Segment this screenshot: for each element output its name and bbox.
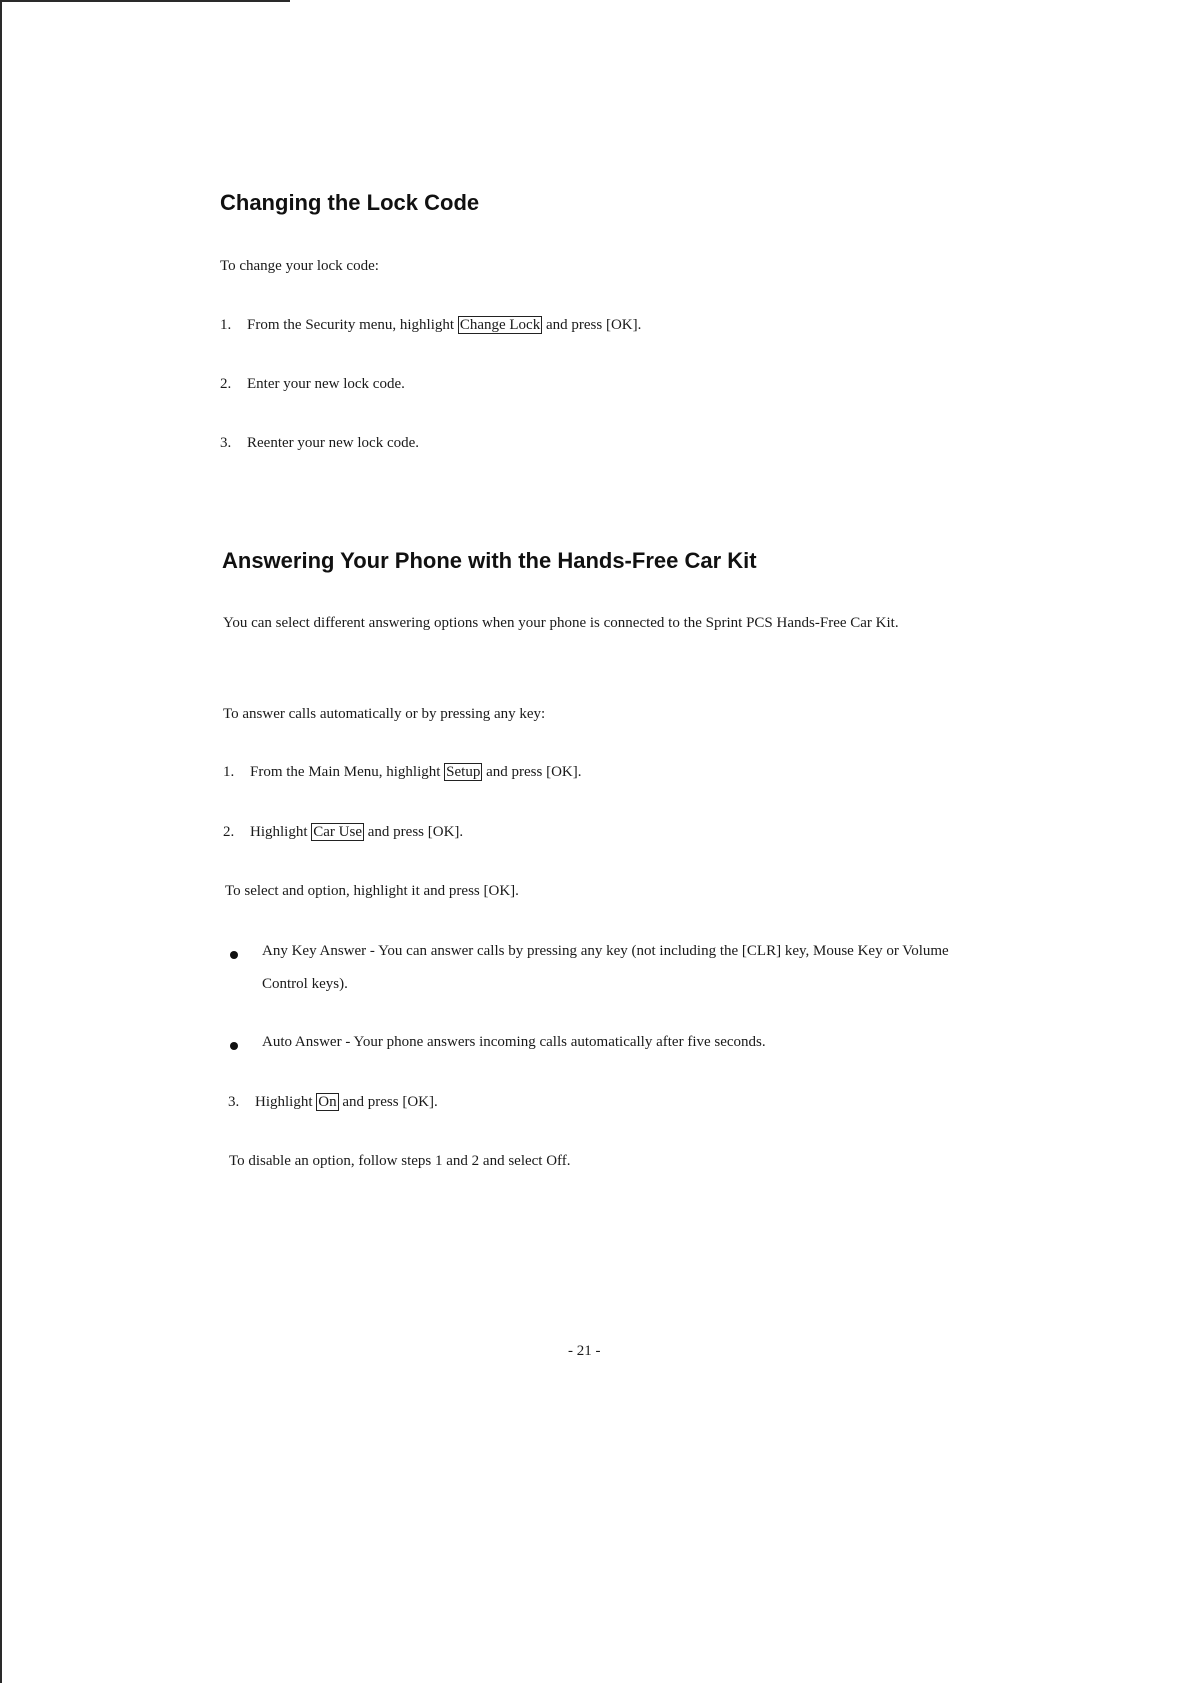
menu-key-car-use: Car Use xyxy=(313,824,363,840)
menu-key-change-lock: Change Lock xyxy=(459,317,541,333)
step-text: Reenter your new lock code. xyxy=(247,435,420,451)
step-text: Enter your new lock code. xyxy=(247,376,405,392)
step-text: From the Main Menu, highlight xyxy=(250,764,441,780)
lock-step-3 xyxy=(220,427,419,460)
car-step-3 xyxy=(228,1086,438,1119)
car-step-1 xyxy=(223,756,581,789)
bullet-any-key-answer: Any Key Answer - You can answer calls by pressing any key (not including the [CLR] key, Mouse Key or Volume Control keys). xyxy=(262,943,949,992)
step-text: Highlight xyxy=(255,1094,313,1110)
select-option-text: To select and option, highlight it and press [OK]. xyxy=(225,883,519,899)
page-number: - 21 - xyxy=(568,1343,601,1359)
disable-option-text: To disable an option, follow steps 1 and 2 and select Off. xyxy=(229,1153,571,1169)
bullet-auto-answer: Auto Answer - Your phone answers incoming calls automatically after five seconds. xyxy=(262,1034,766,1050)
step-text: and press [OK]. xyxy=(367,824,464,840)
lock-step-2 xyxy=(220,368,405,401)
step-text: Highlight xyxy=(250,824,308,840)
bullet-dot xyxy=(230,1042,238,1050)
scan-edge-left xyxy=(0,0,2,1683)
step-number: 1. xyxy=(220,317,232,333)
step-text: From the Security menu, highlight xyxy=(247,317,455,333)
car-kit-sub-intro: To answer calls automatically or by pressing any key: xyxy=(223,706,546,722)
step-text: and press [OK]. xyxy=(342,1094,438,1110)
heading-changing-lock-code: Changing the Lock Code xyxy=(220,190,480,215)
heading-answering-car-kit: Answering Your Phone with the Hands-Free Car Kit xyxy=(222,548,757,573)
step-number: 2. xyxy=(223,824,235,840)
menu-key-setup: Setup xyxy=(446,764,481,780)
step-number: 3. xyxy=(220,435,232,451)
lock-step-1 xyxy=(220,309,641,342)
scan-edge-top xyxy=(0,0,290,2)
step-number: 1. xyxy=(223,764,235,780)
lock-code-intro: To change your lock code: xyxy=(220,258,379,274)
bullet-dot xyxy=(230,951,238,959)
step-text: and press [OK]. xyxy=(486,764,582,780)
step-text: and press [OK]. xyxy=(545,317,642,333)
step-number: 3. xyxy=(228,1094,240,1110)
menu-key-on: On xyxy=(318,1094,337,1110)
car-kit-intro: You can select different answering options when your phone is connected to the Sprint PCS Hands-Free Car Kit. xyxy=(223,615,899,631)
car-step-2 xyxy=(223,816,463,849)
step-number: 2. xyxy=(220,376,232,392)
